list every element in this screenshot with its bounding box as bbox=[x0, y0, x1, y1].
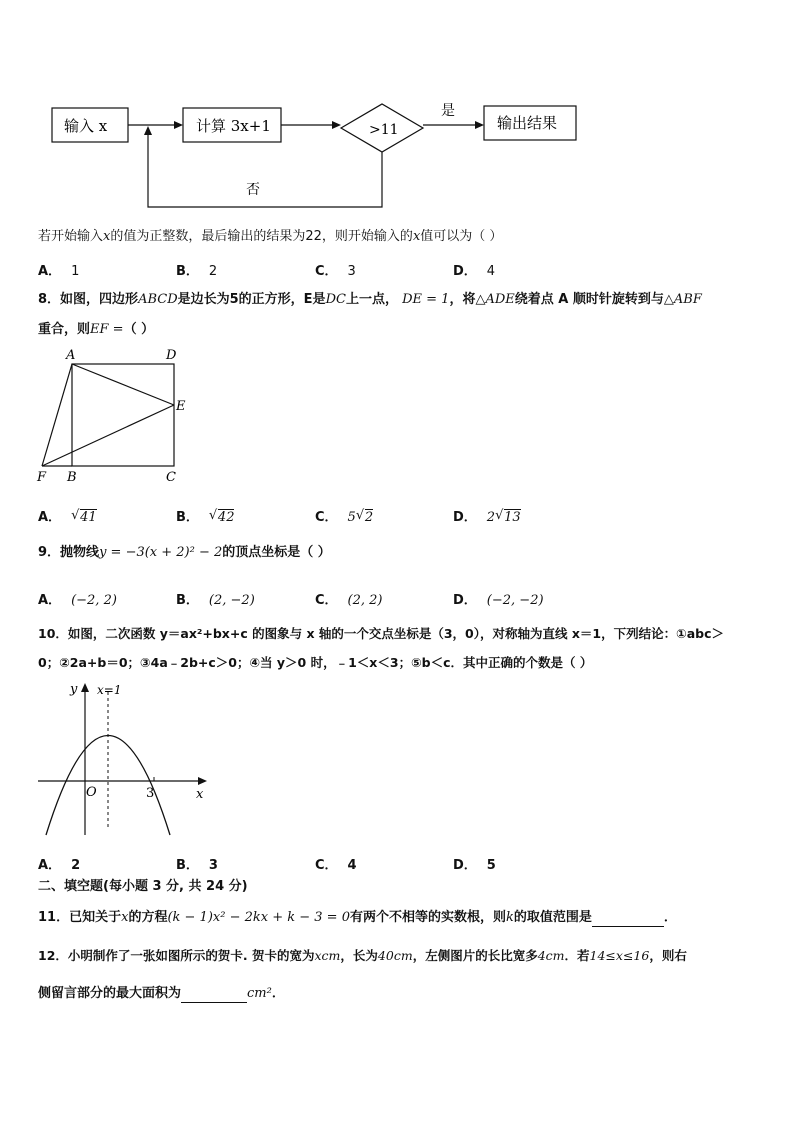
label-x: x bbox=[196, 787, 204, 802]
option-radicand: 41 bbox=[80, 510, 97, 525]
q8-option-a[interactable] bbox=[38, 506, 97, 525]
q8-text: 如图，四边形 bbox=[60, 292, 139, 307]
option-value: (−2, −2) bbox=[486, 593, 544, 608]
q8-text: 绕着点 A 顺时针旋转到与 bbox=[514, 292, 664, 307]
q8-math: DE = 1 bbox=[402, 292, 450, 307]
q10-stem-line2: 0；②2a+b＝0；③4a﹣2b+c＞0；④当 y＞0 时，﹣1＜x＜3；⑤b＜c．其中正确的个数是（ ） bbox=[38, 655, 593, 670]
q9-option-b[interactable] bbox=[176, 589, 255, 608]
q12-math: 40cm bbox=[377, 948, 413, 963]
option-letter: D． bbox=[453, 593, 477, 608]
option-letter: B． bbox=[176, 510, 199, 525]
arrow-head-icon bbox=[475, 121, 484, 129]
q9-option-c[interactable] bbox=[315, 589, 383, 608]
q7-stem bbox=[38, 229, 502, 245]
q7-option-c[interactable] bbox=[315, 260, 356, 279]
input-box-label: 输入 x bbox=[64, 117, 108, 135]
q7-option-a[interactable] bbox=[38, 260, 79, 279]
q11-text: ． bbox=[663, 910, 677, 925]
q12-text: 侧留言部分的最大面积为 bbox=[38, 986, 182, 1001]
option-letter: D． bbox=[453, 858, 477, 873]
q11-text: 11．已知关于 bbox=[38, 910, 122, 925]
q12-stem-line2 bbox=[38, 986, 285, 1003]
q8-math: EF = bbox=[90, 322, 124, 337]
q7-value: 22 bbox=[305, 229, 322, 244]
compute-box-label: 计算 3x+1 bbox=[196, 117, 271, 135]
sqrt-icon bbox=[356, 509, 373, 525]
option-letter: A． bbox=[38, 510, 62, 525]
q8-math: △ADE bbox=[475, 292, 515, 307]
option-radicand: 13 bbox=[504, 510, 521, 525]
q8-text: 重合，则 bbox=[38, 322, 91, 337]
q8-math: DC bbox=[325, 292, 346, 307]
arrow-head-icon bbox=[332, 121, 341, 129]
y-axis-arrow-icon bbox=[81, 683, 89, 692]
segment-ae bbox=[72, 364, 174, 405]
option-letter: C． bbox=[315, 858, 338, 873]
q7-var: x bbox=[103, 229, 111, 244]
q8-math: △ABF bbox=[663, 292, 702, 307]
q8-stem-line1 bbox=[38, 292, 702, 308]
option-letter: A． bbox=[38, 593, 62, 608]
q10-option-a[interactable] bbox=[38, 854, 80, 873]
option-letter: C． bbox=[315, 510, 338, 525]
q10-figure bbox=[30, 680, 220, 840]
q12-math: 14≤x≤16 bbox=[589, 948, 650, 963]
question-number: 8． bbox=[38, 292, 61, 307]
q9-math: y = −3(x + 2)² − 2 bbox=[99, 545, 223, 560]
option-letter: C． bbox=[315, 593, 338, 608]
label-d: D bbox=[166, 348, 177, 363]
square-abcd bbox=[72, 364, 174, 466]
option-value: (−2, 2) bbox=[71, 593, 117, 608]
option-radicand: 2 bbox=[364, 510, 374, 525]
flowchart bbox=[0, 90, 794, 210]
yes-label: 是 bbox=[441, 103, 455, 119]
option-value: 3 bbox=[208, 858, 218, 873]
sqrt-icon bbox=[209, 509, 235, 525]
sqrt-icon bbox=[495, 509, 521, 525]
question-number: 9． bbox=[38, 545, 61, 560]
q12-text: ．若 bbox=[564, 948, 590, 963]
option-value: 2 bbox=[71, 858, 81, 873]
label-e: E bbox=[176, 399, 186, 414]
q11-var: x bbox=[121, 910, 129, 925]
q8-option-d[interactable] bbox=[453, 506, 521, 525]
option-value: 2 bbox=[208, 264, 218, 279]
q7-text: ，则开始输入的 bbox=[321, 229, 413, 244]
label-axis: x=1 bbox=[97, 683, 122, 697]
arrow-head-icon bbox=[174, 121, 183, 129]
option-value: (2, 2) bbox=[347, 593, 383, 608]
q8-text: 是边长为5的正方形，E是 bbox=[177, 292, 326, 307]
option-value: 3 bbox=[347, 264, 356, 279]
q9-text: 的顶点坐标是（ ） bbox=[222, 545, 331, 560]
q12-text: ，左侧图片的长比宽多 bbox=[412, 948, 538, 963]
q8-figure bbox=[30, 345, 200, 490]
output-box-label: 输出结果 bbox=[497, 114, 558, 132]
option-value: (2, −2) bbox=[208, 593, 255, 608]
segment-fa bbox=[42, 364, 72, 466]
label-f: F bbox=[37, 470, 47, 485]
label-y: y bbox=[70, 682, 78, 697]
q8-option-b[interactable] bbox=[176, 506, 234, 525]
q9-stem bbox=[38, 545, 331, 561]
sqrt-icon bbox=[71, 509, 97, 525]
option-coef: 5 bbox=[347, 510, 356, 525]
option-value: 4 bbox=[486, 264, 496, 279]
condition-label: >11 bbox=[369, 122, 399, 138]
q12-math: 4cm bbox=[537, 948, 565, 963]
q12-stem-line1 bbox=[38, 948, 687, 964]
option-letter: D． bbox=[453, 510, 477, 525]
q12-unit: cm² bbox=[247, 986, 272, 1001]
q7-text: 的值为正整数，最后输出的结果为 bbox=[110, 229, 306, 244]
segment-fe bbox=[42, 405, 174, 466]
q7-text: 若开始输入 bbox=[38, 229, 104, 244]
q9-option-d[interactable] bbox=[453, 589, 544, 608]
q8-text: 上一点， bbox=[345, 292, 398, 307]
label-a: A bbox=[66, 348, 76, 363]
q11-text: 的方程 bbox=[128, 910, 168, 925]
option-letter: B． bbox=[176, 264, 199, 279]
label-three: 3 bbox=[146, 786, 155, 801]
option-radicand: 42 bbox=[217, 510, 235, 525]
q7-option-b[interactable] bbox=[176, 260, 217, 279]
q8-text: （ ） bbox=[123, 322, 155, 337]
q12-text: 12．小明制作了一张如图所示的贺卡. 贺卡的宽为 bbox=[38, 948, 315, 963]
option-letter: D． bbox=[453, 264, 477, 279]
q10-stem-line1: 10．如图，二次函数 y＝ax²+bx+c 的图象与 x 轴的一个交点坐标是（3，0），对称轴为直线 x＝1，下列结论：①abc＞ bbox=[38, 626, 724, 641]
label-origin: O bbox=[86, 785, 97, 800]
q12-answer-blank[interactable] bbox=[181, 986, 247, 1003]
q11-text: 有两个不相等的实数根，则 bbox=[349, 910, 506, 925]
x-axis-arrow-icon bbox=[198, 777, 207, 785]
q11-answer-blank[interactable] bbox=[592, 910, 664, 927]
option-letter: C． bbox=[315, 264, 338, 279]
option-coef: 2 bbox=[486, 510, 496, 525]
option-letter: B． bbox=[176, 858, 199, 873]
no-label: 否 bbox=[246, 182, 260, 198]
q11-var: k bbox=[506, 910, 514, 925]
option-letter: B． bbox=[176, 593, 199, 608]
label-c: C bbox=[166, 470, 176, 485]
q10-option-c[interactable] bbox=[315, 854, 357, 873]
q10-option-d[interactable] bbox=[453, 854, 496, 873]
option-letter: A． bbox=[38, 858, 62, 873]
q8-option-c[interactable] bbox=[315, 506, 373, 525]
q7-var: x bbox=[412, 229, 421, 244]
q7-text: 值可以为（ ） bbox=[420, 229, 503, 244]
q11-stem bbox=[38, 910, 677, 927]
section-title: 二、填空题(每小题 3 分, 共 24 分) bbox=[38, 879, 248, 894]
q8-text: ，将 bbox=[449, 292, 476, 307]
q9-option-a[interactable] bbox=[38, 589, 117, 608]
q7-option-d[interactable] bbox=[453, 260, 495, 279]
q10-option-b[interactable] bbox=[176, 854, 218, 873]
label-b: B bbox=[67, 470, 77, 485]
arrow-head-icon bbox=[144, 126, 152, 135]
option-value: 1 bbox=[71, 264, 80, 279]
q12-text: ． bbox=[271, 986, 285, 1001]
option-value: 4 bbox=[347, 858, 357, 873]
q8-math: ABCD bbox=[138, 292, 178, 307]
q11-math: (k − 1)x² − 2kx + k − 3 = 0 bbox=[167, 910, 350, 925]
option-value: 5 bbox=[486, 858, 496, 873]
option-letter: A． bbox=[38, 264, 62, 279]
q12-math: xcm bbox=[314, 948, 341, 963]
q11-text: 的取值范围是 bbox=[513, 910, 592, 925]
q12-text: ，则右 bbox=[649, 948, 687, 963]
q9-text: 抛物线 bbox=[60, 545, 100, 560]
q12-text: ，长为 bbox=[340, 948, 378, 963]
q8-stem-line2 bbox=[38, 322, 154, 338]
